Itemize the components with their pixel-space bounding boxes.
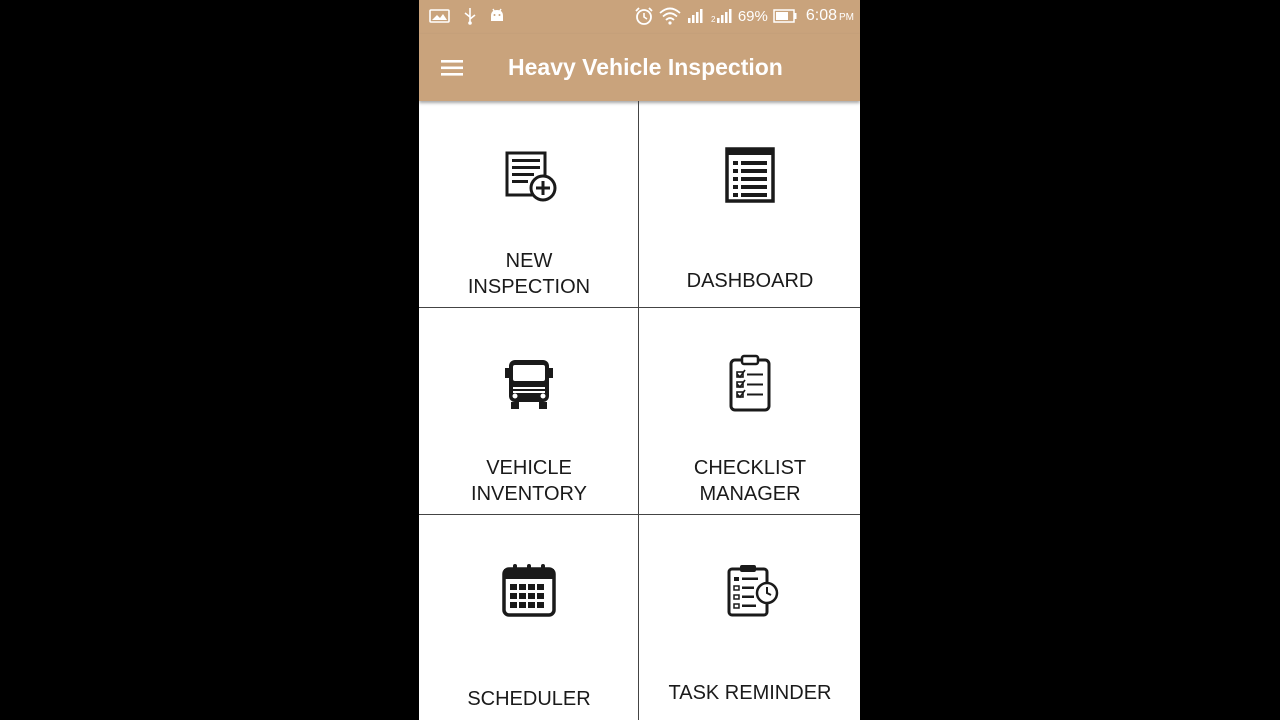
truck-icon <box>499 354 559 414</box>
grid-divider-vertical <box>638 101 639 720</box>
status-bar <box>419 0 860 34</box>
phone-screen <box>419 0 860 720</box>
status-time-suffix: PM <box>839 12 854 23</box>
tile-label: DASHBOARD <box>686 270 814 292</box>
app-title: Heavy Vehicle Inspection <box>508 54 783 80</box>
tile-label: VEHICLE INVENTORY <box>471 457 587 505</box>
grid-divider-horizontal <box>419 307 860 308</box>
image-icon <box>429 8 451 24</box>
wifi-icon <box>659 7 681 25</box>
grid-divider-horizontal <box>419 514 860 515</box>
usb-icon <box>463 7 477 25</box>
svg-text:2: 2 <box>710 15 716 24</box>
status-left-icons <box>429 7 505 25</box>
menu-button[interactable] <box>437 54 469 82</box>
status-right-icons <box>634 6 854 26</box>
new-document-icon <box>499 147 559 207</box>
tile-label: NEW INSPECTION <box>467 250 591 298</box>
android-icon <box>489 7 505 25</box>
tile-vehicle-inventory[interactable] <box>419 308 639 514</box>
tile-task-reminder[interactable] <box>640 515 860 720</box>
signal-icon <box>686 8 706 24</box>
status-time-value: 6:08 <box>805 7 837 24</box>
calendar-icon <box>499 561 559 621</box>
clipboard-clock-icon <box>720 561 780 621</box>
menu-grid <box>419 101 860 720</box>
tile-label: TASK REMINDER <box>668 682 832 704</box>
battery-icon <box>773 9 797 23</box>
alarm-icon <box>634 6 654 26</box>
tile-checklist-manager[interactable] <box>640 308 860 514</box>
signal-icon <box>711 8 733 24</box>
tile-label: CHECKLIST MANAGER <box>693 457 807 505</box>
tile-dashboard[interactable] <box>640 101 860 307</box>
tile-new-inspection[interactable] <box>419 101 639 307</box>
clipboard-checklist-icon <box>720 354 780 414</box>
hamburger-menu-icon <box>437 54 469 82</box>
battery-percent: 69% <box>737 7 768 25</box>
list-icon <box>720 147 780 207</box>
tile-scheduler[interactable] <box>419 515 639 720</box>
status-time <box>806 7 854 25</box>
app-bar <box>419 34 860 101</box>
tile-label: SCHEDULER <box>467 688 591 710</box>
